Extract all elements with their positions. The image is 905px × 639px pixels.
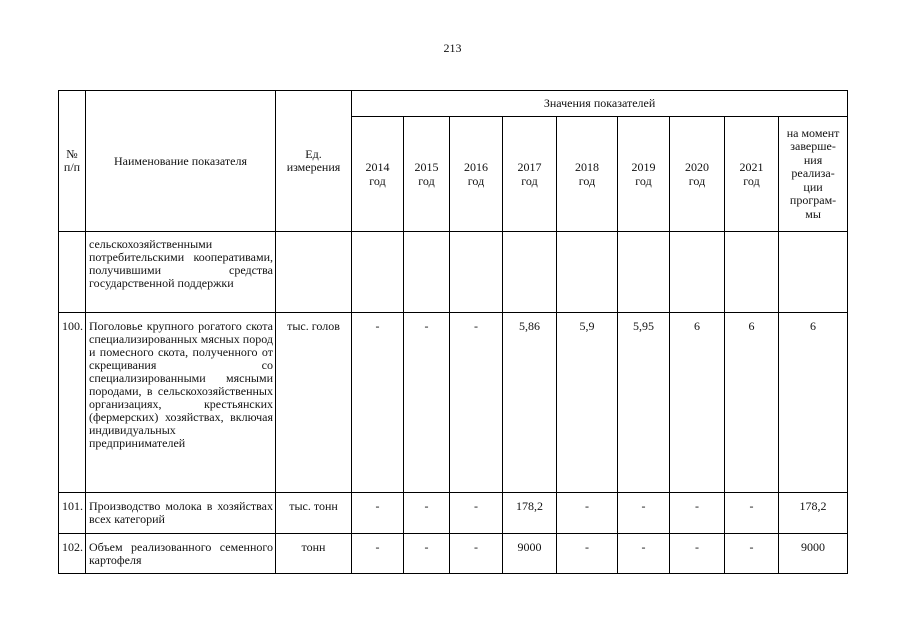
table-row [59, 232, 848, 313]
value-2018: - [557, 493, 618, 534]
value-2017: 178,2 [503, 493, 557, 534]
value-2018: 5,9 [557, 313, 618, 493]
moment-header [779, 117, 848, 232]
value-2016: - [450, 313, 503, 493]
page-number: 213 [443, 41, 462, 55]
row-number: 100. [59, 313, 86, 493]
year-header-2016 [450, 117, 503, 232]
unit-header-line: измерения [286, 160, 341, 174]
value-2016 [450, 232, 503, 313]
year-header-2019 [618, 117, 670, 232]
row-number: 101. [59, 493, 86, 534]
indicators-table [58, 90, 848, 574]
value-2014: - [352, 313, 404, 493]
value-2017: 5,86 [503, 313, 557, 493]
value-2021: - [725, 534, 779, 574]
value-2017 [503, 232, 557, 313]
unit-cell: тыс. тонн [276, 493, 352, 534]
value-2014: - [352, 493, 404, 534]
unit-cell: тыс. голов [276, 313, 352, 493]
value-2020: - [670, 534, 725, 574]
value-2015: - [404, 493, 450, 534]
value-2019: 5,95 [618, 313, 670, 493]
value-2014: - [352, 534, 404, 574]
row-number: 102. [59, 534, 86, 574]
value-2015: - [404, 534, 450, 574]
year-unit: год [369, 174, 386, 188]
num-header-line: п/п [63, 160, 81, 174]
moment-header-line: мы [805, 206, 821, 221]
indicator-name: сельскохозяйственными потребительскими кооперативами, получившими средства государственной поддержки [86, 232, 276, 313]
value-moment: 178,2 [779, 493, 848, 534]
value-2017: 9000 [503, 534, 557, 574]
year-header-2017 [503, 117, 557, 232]
unit-header-line: Ед. [305, 147, 322, 161]
num-header-line: № [66, 147, 78, 161]
value-2016: - [450, 493, 503, 534]
year-unit: год [635, 174, 652, 188]
year-number: 2019 [631, 160, 656, 174]
year-unit: год [578, 174, 596, 188]
year-unit: год [467, 174, 485, 188]
table-row [59, 534, 848, 574]
header-row-1 [59, 91, 848, 117]
value-2021: - [725, 493, 779, 534]
num-header [59, 91, 86, 232]
moment-header-line: реализа- [791, 166, 835, 181]
value-2020 [670, 232, 725, 313]
table-row [59, 313, 848, 493]
year-unit: год [743, 174, 760, 188]
year-number: 2015 [414, 160, 439, 174]
value-moment: 9000 [779, 534, 848, 574]
unit-cell [276, 232, 352, 313]
value-2020: 6 [670, 313, 725, 493]
moment-header-line: заверше- [790, 139, 836, 154]
value-2019 [618, 232, 670, 313]
year-number: 2017 [517, 160, 542, 174]
values-group-header: Значения показателей [352, 91, 848, 117]
year-unit: год [418, 174, 435, 188]
value-2019: - [618, 534, 670, 574]
year-number: 2020 [685, 160, 709, 174]
year-header-2018 [557, 117, 618, 232]
value-2018 [557, 232, 618, 313]
value-2019: - [618, 493, 670, 534]
value-2020: - [670, 493, 725, 534]
year-number: 2018 [575, 160, 599, 174]
indicator-name: Производство молока в хозяйствах всех категорий [86, 493, 276, 534]
year-unit: год [688, 174, 706, 188]
value-2021 [725, 232, 779, 313]
indicator-name: Объем реализованного семенного картофеля [86, 534, 276, 574]
value-moment [779, 232, 848, 313]
indicator-name: Поголовье крупного рогатого скота специализированных мясных пород и помесного скота, полученного от скрещивания со специализированными мясными породами, в сельскохозяйственных организациях, крестьянских (фермерских) хозяйствах, включая индивидуальных предпринимателей [86, 313, 276, 493]
year-header-2021 [725, 117, 779, 232]
value-2016: - [450, 534, 503, 574]
moment-header-line: на момент [786, 125, 840, 140]
year-number: 2014 [365, 160, 390, 174]
row-number [59, 232, 86, 313]
name-header: Наименование показателя [86, 91, 276, 232]
year-number: 2021 [739, 160, 764, 174]
year-header-2015 [404, 117, 450, 232]
value-2021: 6 [725, 313, 779, 493]
value-2014 [352, 232, 404, 313]
value-moment: 6 [779, 313, 848, 493]
moment-header-line: ния [803, 152, 823, 167]
year-header-2020 [670, 117, 725, 232]
value-2015 [404, 232, 450, 313]
value-2015: - [404, 313, 450, 493]
value-2018: - [557, 534, 618, 574]
unit-cell: тонн [276, 534, 352, 574]
moment-header-line: програм- [789, 193, 837, 208]
year-number: 2016 [464, 160, 488, 174]
year-header-2014 [352, 117, 404, 232]
year-unit: год [521, 174, 538, 188]
unit-header [276, 91, 352, 232]
moment-header-line: ции [803, 179, 823, 194]
table-row [59, 493, 848, 534]
